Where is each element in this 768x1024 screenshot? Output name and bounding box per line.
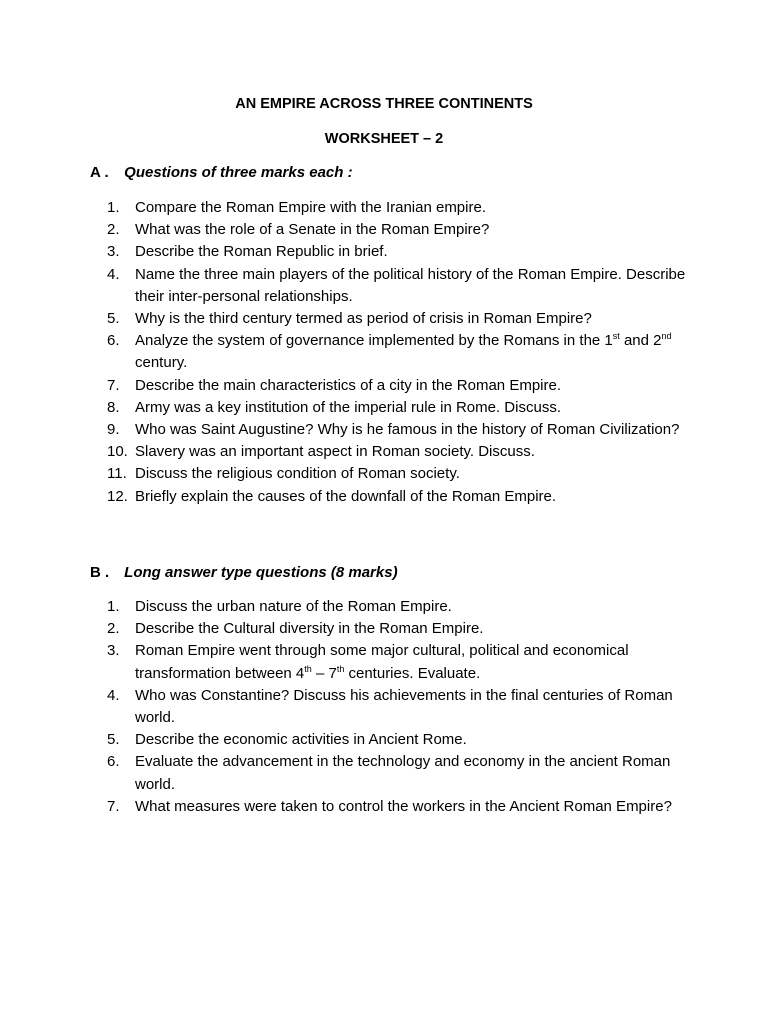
question-text-part: centuries. Evaluate. — [344, 664, 481, 682]
section-a-question-5 — [107, 308, 687, 330]
section-a-question-1 — [107, 197, 687, 219]
question-text: Who was Saint Augustine? Why is he famous in the history of Roman Civilization? — [135, 421, 680, 439]
section-a-question-2 — [107, 219, 687, 241]
ordinal-suffix: th — [336, 663, 345, 674]
question-text: Discuss the urban nature of the Roman Empire. — [135, 598, 452, 615]
question-text: What measures were taken to control the workers in the Ancient Roman Empire? — [135, 797, 672, 815]
section-a-question-10 — [107, 441, 687, 463]
question-text: Describe the economic activities in Ancient Rome. — [135, 731, 467, 749]
section-b-question-3 — [107, 640, 687, 684]
section-b-question-6 — [107, 751, 687, 795]
question-text-part: – 7 — [311, 664, 337, 682]
question-text-part: and 2 — [619, 332, 662, 350]
section-b-question-list — [107, 596, 687, 818]
ordinal-suffix: th — [304, 663, 312, 674]
question-number: 4. — [107, 265, 120, 283]
question-text: Who was Constantine? Discuss his achievements in the final centuries of Roman world. — [135, 686, 673, 727]
question-text-part: Roman Empire went through some major cultural, political and economical transformation between 4 — [135, 642, 629, 682]
question-number: 7. — [107, 376, 120, 394]
question-number: 2. — [107, 221, 120, 239]
question-number: 9. — [107, 421, 120, 439]
question-number: 4. — [107, 686, 120, 704]
section-a-question-4 — [107, 264, 687, 308]
question-number: 5. — [107, 731, 120, 749]
question-text: Briefly explain the causes of the downfall of the Roman Empire. — [135, 487, 557, 505]
question-number: 2. — [107, 620, 120, 638]
section-b-question-4 — [107, 685, 687, 729]
section-a-question-8 — [107, 397, 687, 419]
document-title: AN EMPIRE ACROSS THREE CONTINENTS — [235, 96, 533, 112]
section-b-question-5 — [107, 729, 687, 751]
section-a-question-9 — [107, 419, 687, 441]
question-text: Evaluate the advancement in the technology and economy in the ancient Roman world. — [135, 753, 671, 793]
section-b-question-1 — [107, 596, 687, 618]
question-number: 12. — [107, 487, 128, 505]
question-number: 6. — [107, 753, 120, 771]
question-number: 5. — [107, 310, 120, 328]
ordinal-suffix: nd — [661, 331, 672, 342]
question-text: What was the role of a Senate in the Roman Empire? — [135, 221, 490, 239]
section-b-letter: B . — [90, 564, 110, 581]
question-text: Compare the Roman Empire with the Iranian empire. — [135, 199, 486, 216]
question-text: Slavery was an important aspect in Roman society. Discuss. — [135, 443, 535, 461]
question-text-part: Analyze the system of governance implemented by the Romans in the 1 — [135, 332, 613, 350]
section-a-question-11 — [107, 463, 687, 485]
question-text: Why is the third century termed as period of crisis in Roman Empire? — [135, 310, 592, 328]
question-number: 3. — [107, 642, 120, 660]
section-a-question-3 — [107, 241, 687, 263]
section-a-title: Questions of three marks each : — [124, 164, 353, 181]
section-b-heading — [90, 564, 398, 581]
section-a-question-6 — [107, 330, 687, 374]
worksheet-number: WORKSHEET – 2 — [324, 131, 444, 147]
question-number: 3. — [107, 243, 120, 261]
question-text: Describe the Cultural diversity in the Roman Empire. — [135, 620, 484, 638]
section-a-question-list — [107, 197, 687, 508]
question-number: 1. — [107, 199, 120, 216]
question-number: 8. — [107, 398, 120, 416]
section-a-heading — [90, 164, 353, 181]
question-number: 1. — [107, 598, 120, 615]
section-a-question-7 — [107, 375, 687, 397]
section-b-question-2 — [107, 618, 687, 640]
question-number: 10. — [107, 443, 128, 461]
question-text: Name the three main players of the political history of the Roman Empire. Describe their inter-personal relationships. — [135, 265, 686, 305]
section-a-question-12 — [107, 486, 687, 508]
question-text: Army was a key institution of the imperial rule in Rome. Discuss. — [135, 398, 561, 416]
question-text-part: century. — [135, 354, 188, 372]
question-number: 7. — [107, 797, 120, 815]
section-a-letter: A . — [90, 164, 109, 181]
question-text: Describe the Roman Republic in brief. — [135, 243, 388, 261]
question-text: Discuss the religious condition of Roman society. — [135, 465, 460, 483]
section-b-question-7 — [107, 796, 687, 818]
question-number: 11. — [107, 465, 127, 483]
question-number: 6. — [107, 332, 120, 350]
question-text: Describe the main characteristics of a city in the Roman Empire. — [135, 376, 561, 394]
ordinal-suffix: st — [612, 331, 620, 342]
section-b-title: Long answer type questions (8 marks) — [124, 564, 398, 581]
